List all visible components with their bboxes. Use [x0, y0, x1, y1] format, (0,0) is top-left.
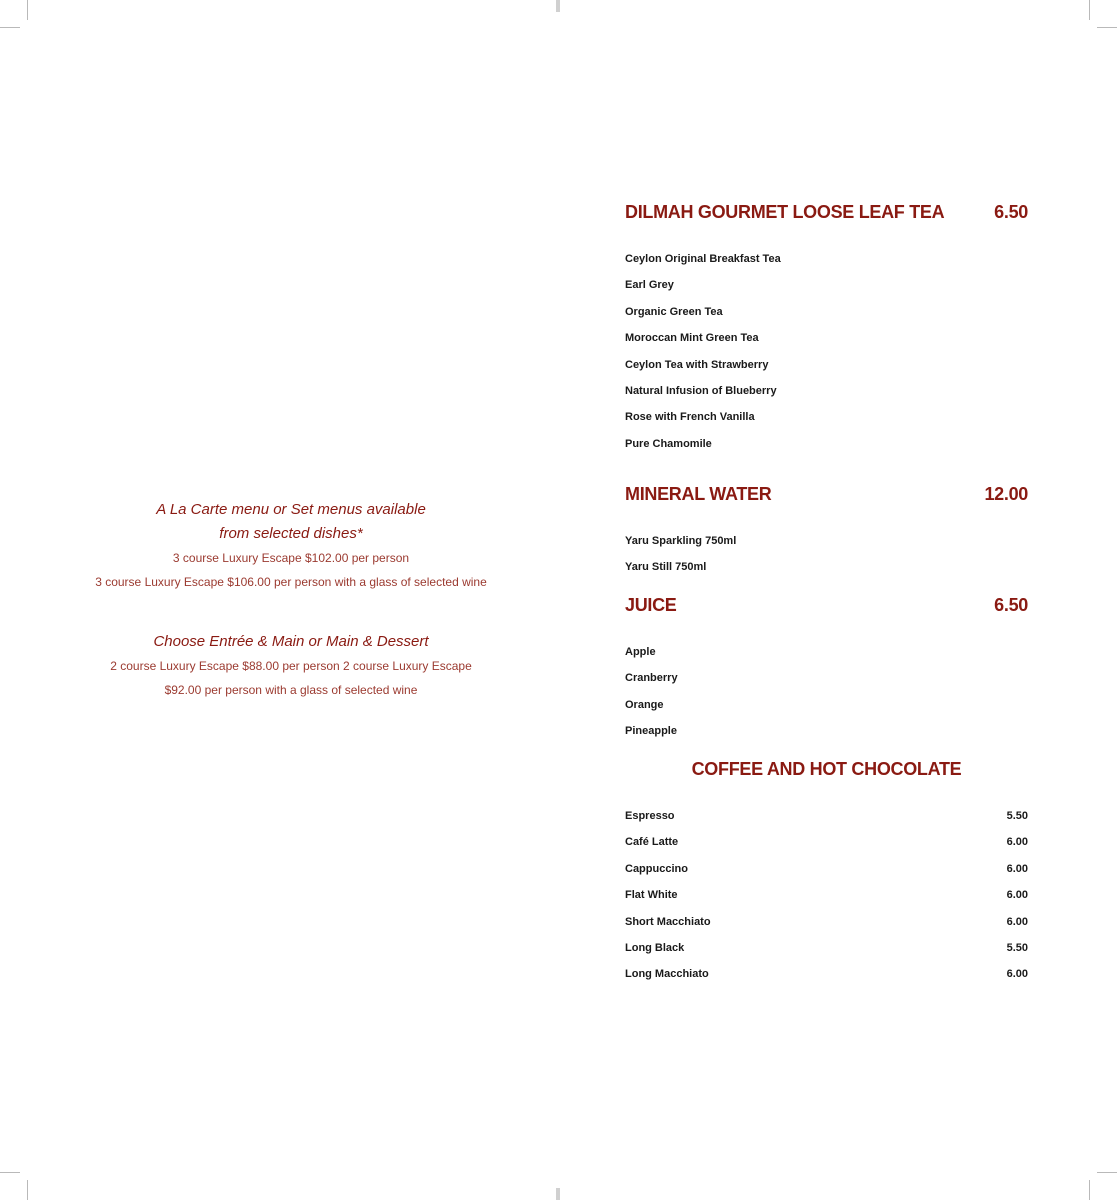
set-menu-heading: from selected dishes* [219, 525, 363, 542]
crop-mark [1097, 27, 1117, 28]
coffee-section-header [625, 759, 1028, 780]
tea-price: 6.50 [994, 202, 1028, 222]
item-name: Short Macchiato [625, 915, 711, 928]
list-item: Yaru Still 750ml [625, 561, 707, 574]
set-menu-heading: A La Carte menu or Set menus available [156, 501, 426, 518]
tea-list [625, 246, 1028, 457]
list-item: Earl Grey [625, 279, 674, 292]
list-item: Ceylon Tea with Strawberry [625, 358, 769, 371]
center-fold-mark [556, 0, 560, 12]
list-item [625, 856, 1028, 882]
list-item [625, 882, 1028, 908]
list-item [625, 909, 1028, 935]
crop-mark [0, 1172, 20, 1173]
item-price: 5.50 [1006, 941, 1028, 954]
list-item [625, 961, 1028, 987]
water-list [625, 528, 1028, 581]
item-name: Espresso [625, 810, 675, 822]
list-item: Cranberry [625, 672, 678, 685]
crop-mark [27, 0, 28, 20]
item-price: 5.50 [1006, 810, 1028, 822]
crop-mark [1089, 0, 1090, 20]
set-menu-price-line: 3 course Luxury Escape $106.00 per person with a glass of selected wine [95, 575, 487, 589]
water-price: 12.00 [984, 484, 1028, 504]
list-item: Pineapple [625, 725, 677, 738]
crop-mark [1097, 1172, 1117, 1173]
two-course-price-line: $92.00 per person with a glass of selected wine [164, 683, 418, 697]
item-price: 6.00 [1006, 915, 1028, 928]
center-fold-mark [556, 1188, 560, 1200]
juice-title: JUICE [625, 595, 677, 615]
list-item [625, 829, 1028, 855]
tea-section-header [625, 202, 1028, 223]
coffee-list [625, 803, 1028, 988]
set-menu-price-line: 3 course Luxury Escape $102.00 per person [172, 551, 410, 565]
item-price: 6.00 [1006, 889, 1028, 902]
list-item: Ceylon Original Breakfast Tea [625, 253, 781, 265]
list-item: Rose with French Vanilla [625, 411, 755, 424]
two-course-price-line: 2 course Luxury Escape $88.00 per person 2 course Luxury Escape [110, 659, 472, 673]
list-item: Organic Green Tea [625, 305, 723, 318]
list-item [625, 935, 1028, 961]
item-name: Long Macchiato [625, 968, 709, 981]
item-name: Café Latte [625, 836, 679, 849]
juice-section-header [625, 595, 1028, 616]
juice-list [625, 639, 1028, 745]
item-name: Long Black [625, 941, 685, 954]
crop-mark [27, 1180, 28, 1200]
water-section-header [625, 484, 1028, 505]
item-price: 6.00 [1006, 836, 1028, 849]
list-item: Orange [625, 698, 664, 711]
list-item: Apple [625, 646, 656, 658]
item-name: Cappuccino [625, 862, 688, 875]
list-item [625, 803, 1028, 829]
item-price: 6.00 [1006, 968, 1028, 981]
item-name: Flat White [625, 889, 678, 902]
item-price: 6.00 [1006, 862, 1028, 875]
two-course-heading: Choose Entrée & Main or Main & Dessert [153, 633, 429, 650]
coffee-title: COFFEE AND HOT CHOCOLATE [691, 759, 962, 779]
crop-mark [1089, 1180, 1090, 1200]
list-item: Natural Infusion of Blueberry [625, 384, 777, 397]
list-item: Pure Chamomile [625, 437, 712, 450]
water-title: MINERAL WATER [625, 484, 772, 504]
crop-mark [0, 27, 20, 28]
list-item: Moroccan Mint Green Tea [625, 332, 759, 345]
list-item: Yaru Sparkling 750ml [625, 535, 737, 547]
juice-price: 6.50 [994, 595, 1028, 615]
tea-title: DILMAH GOURMET LOOSE LEAF TEA [625, 202, 945, 222]
two-course-block [0, 630, 582, 702]
set-menu-block [0, 498, 582, 594]
